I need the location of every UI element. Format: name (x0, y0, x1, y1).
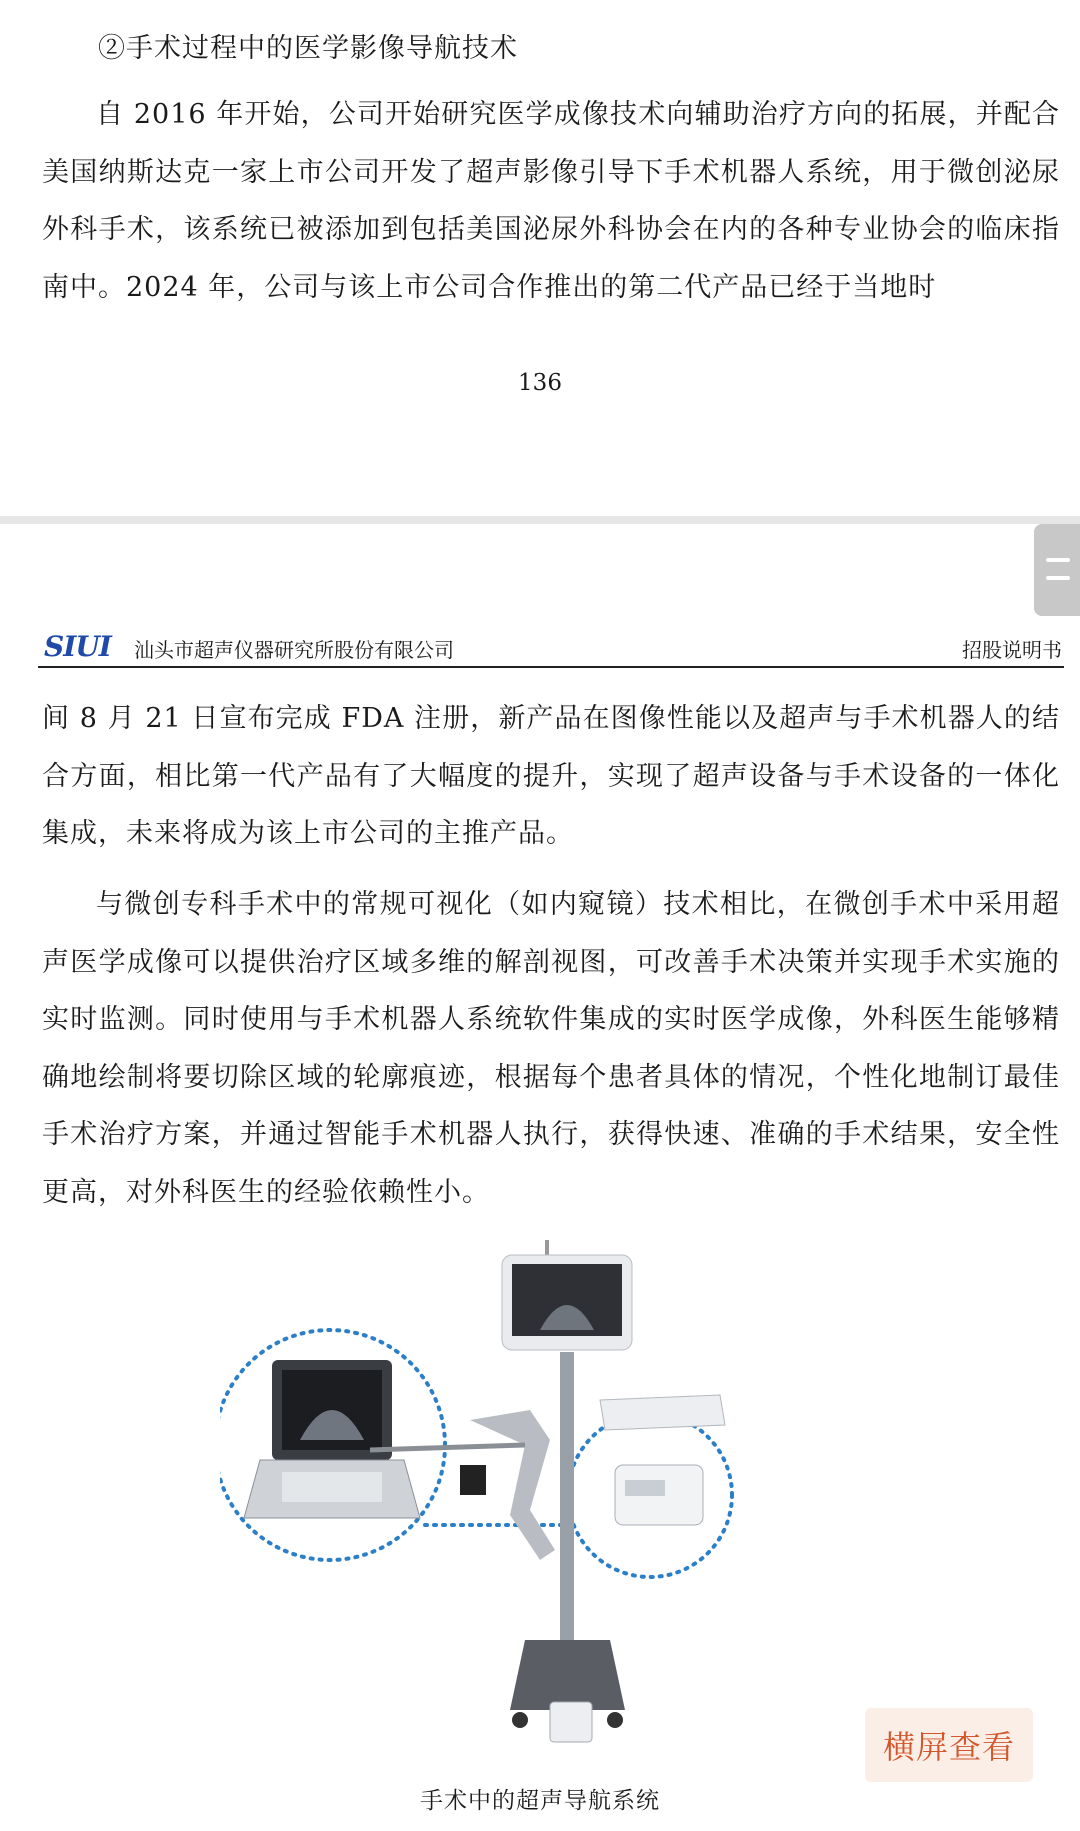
scroll-handle[interactable] (1034, 524, 1080, 616)
section-heading: ②手术过程中的医学影像导航技术 (98, 33, 518, 64)
figure-caption: 手术中的超声导航系统 (420, 1788, 660, 1814)
body-paragraph: 与微创专科手术中的常规可视化（如内窥镜）技术相比，在微创手术中采用超声医学成像可以提供治疗区域多维的解剖视图，可改善手术决策并实现手术实施的实时监测。同时使用与手术机器人系统软件集成的实时医学成像，外科医生能够精确地绘制将要切除区域的轮廓痕迹，根据每个患者具体的情况，个性化地制订最佳手术治疗方案，并通过智能手术机器人执行，获得快速、准确的手术结果，安全性更高，对外科医生的经验依赖性小。 (42, 889, 1060, 1208)
page-number: 136 (518, 370, 562, 396)
page-header (38, 628, 1064, 668)
body-paragraph-continued: 间 8 月 21 日宣布完成 FDA 注册，新产品在图像性能以及超声与手术机器人的结合方面，相比第一代产品有了大幅度的提升，实现了超声设备与手术设备的一体化集成，未来将成为该上市公司的主推产品。 (42, 703, 1060, 849)
handle-grip-line (1046, 576, 1070, 580)
company-name: 汕头市超声仪器研究所股份有限公司 (134, 638, 454, 662)
landscape-view-button[interactable]: 横屏查看 (865, 1708, 1033, 1782)
document-type: 招股说明书 (962, 638, 1062, 662)
portable-ultrasound-device (244, 1360, 420, 1518)
body-paragraph: 自 2016 年开始，公司开始研究医学成像技术向辅助治疗方向的拓展，并配合美国纳斯达克一家上市公司开发了超声影像引导下手术机器人系统，用于微创泌尿外科手术，该系统已被添加到包括美国泌尿外科协会在内的各种专业协会的临床指南中。2024 年，公司与该上市公司合作推出的第二代产品已经于当地时 (42, 99, 1060, 303)
page-divider (0, 516, 1080, 524)
handle-grip-line (1046, 558, 1070, 562)
siui-logo: SIUI (44, 630, 111, 663)
robot-cart (370, 1240, 725, 1742)
ultrasound-navigation-figure (220, 1240, 860, 1760)
document-page-136 (0, 0, 1080, 516)
